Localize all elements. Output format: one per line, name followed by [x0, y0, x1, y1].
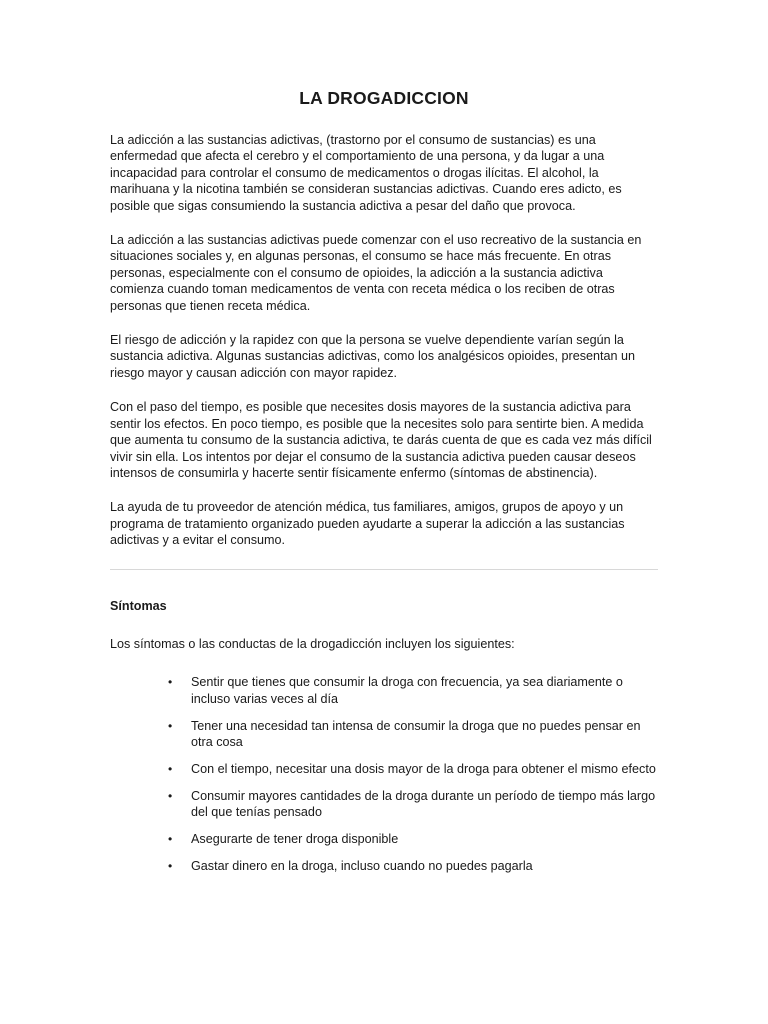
- bullet-icon: •: [168, 718, 173, 733]
- list-item-text: Gastar dinero en la droga, incluso cuando no puedes pagarla: [191, 859, 533, 874]
- section-intro: Los síntomas o las conductas de la drogadicción incluyen los siguientes:: [110, 636, 515, 651]
- bullet-icon: •: [168, 675, 173, 690]
- list-item-text: Asegurarte de tener droga disponible: [191, 832, 399, 847]
- list-item-text: Tener una necesidad tan intensa de consumir la droga que no puedes pensar en otra cosa: [191, 718, 641, 750]
- bullet-icon: •: [168, 761, 173, 776]
- paragraph-1: La adicción a las sustancias adictivas, (trastorno por el consumo de sustancias) es una enfermedad que afecta el cerebro y el comportamiento de una persona, y da lugar a una incapacidad para controlar el consumo de medicamentos o drogas ilícitas. El alcohol, la marihuana y la nicotina también se consideran sustancias adictivas. Cuando eres adicto, es posible que sigas consumiendo la sustancia adictiva a pesar del daño que provoca.: [110, 133, 622, 213]
- list-item: [168, 761, 658, 777]
- list-item: [168, 674, 658, 707]
- list-item: [168, 831, 658, 847]
- bullet-icon: •: [168, 832, 173, 847]
- paragraph-3: El riesgo de adicción y la rapidez con que la persona se vuelve dependiente varían según la sustancia adictiva. Algunas sustancias adictivas, como los analgésicos opioides, presentan un riesgo mayor y causan adicción con mayor rapidez.: [110, 333, 636, 380]
- bullet-icon: •: [168, 859, 173, 874]
- paragraph-5: La ayuda de tu proveedor de atención médica, tus familiares, amigos, grupos de apoyo y un programa de tratamiento organizado pueden ayudarte a superar la adicción a las sustancias adictivas y a evitar el consumo.: [110, 500, 625, 548]
- section-heading-sintomas: Síntomas: [110, 598, 167, 613]
- list-item-text: Con el tiempo, necesitar una dosis mayor de la droga para obtener el mismo efecto: [191, 761, 656, 776]
- section-divider: [110, 569, 658, 570]
- document-body: [110, 132, 658, 885]
- list-item: [168, 718, 658, 751]
- list-item-text: Sentir que tienes que consumir la droga con frecuencia, ya sea diariamente o incluso varias veces al día: [191, 675, 623, 706]
- list-item: [168, 858, 658, 874]
- bullet-icon: •: [168, 788, 173, 803]
- list-item: [168, 788, 658, 821]
- symptom-list: [110, 674, 658, 874]
- paragraph-2: La adicción a las sustancias adictivas puede comenzar con el uso recreativo de la sustancia en situaciones sociales y, en algunas personas, el consumo se hace más frecuente. En otras personas, especialmente con el consumo de opioides, la adicción a la sustancia adictiva comienza cuando toman medicamentos de venta con receta médica o los reciben de otras personas que tienen receta médica.: [110, 233, 642, 313]
- document-title: LA DROGADICCION: [299, 88, 469, 108]
- list-item-text: Consumir mayores cantidades de la droga durante un período de tiempo más largo del que tenías pensado: [191, 788, 656, 820]
- paragraph-4: Con el paso del tiempo, es posible que necesites dosis mayores de la sustancia adictiva para sentir los efectos. En poco tiempo, es posible que la necesites solo para sentirte bien. A medida que aumenta tu consumo de la sustancia adictiva, te darás cuenta de que es cada vez más difícil vivir sin ella. Los intentos por dejar el consumo de la sustancia adictiva pueden causar deseos intensos de consumirla y hacerte sentir físicamente enfermo (síntomas de abstinencia).: [110, 400, 652, 480]
